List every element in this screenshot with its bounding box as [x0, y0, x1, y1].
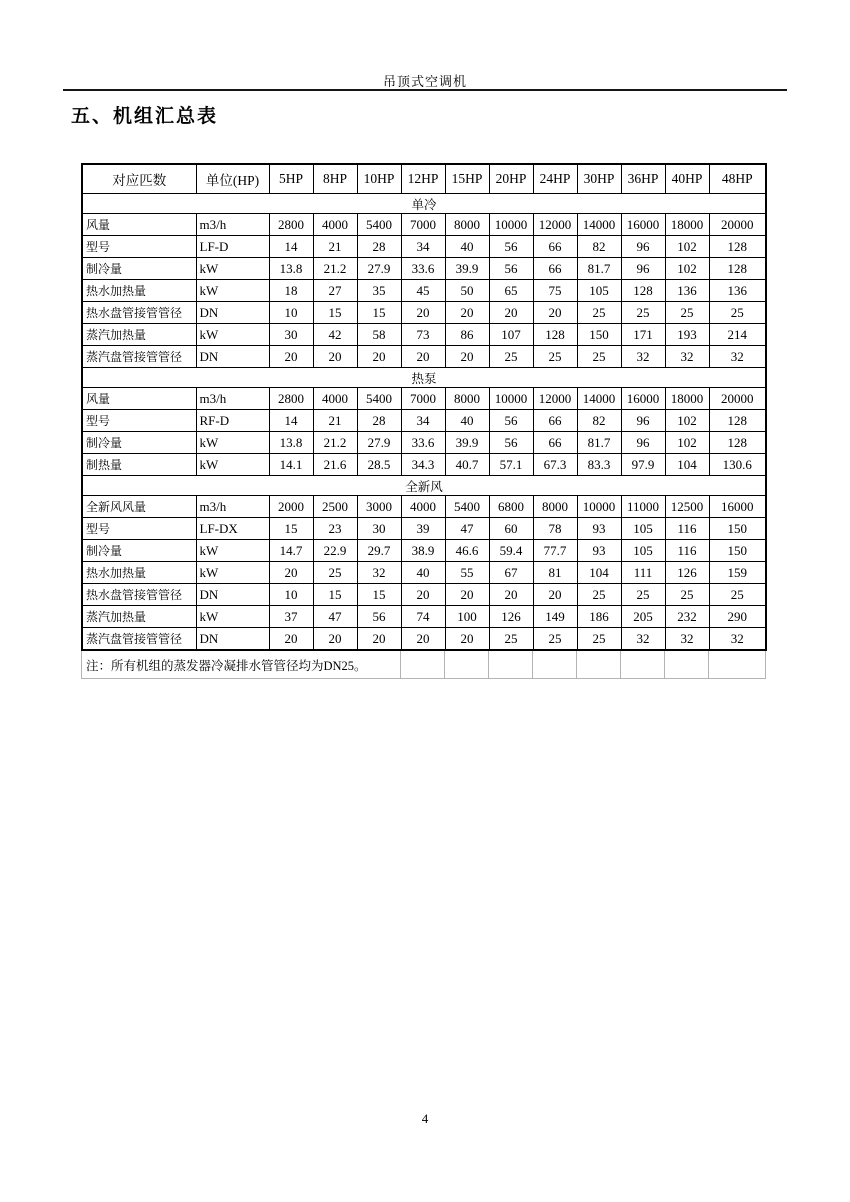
row-label: 热水加热量: [82, 280, 196, 302]
value-cell: 25: [489, 346, 533, 368]
table-row: [82, 236, 766, 258]
row-unit: m3/h: [196, 496, 269, 518]
value-cell: 29.7: [357, 540, 401, 562]
empty-cell: [709, 651, 766, 679]
value-cell: 20: [401, 584, 445, 606]
empty-cell: [445, 651, 489, 679]
value-cell: 23: [313, 518, 357, 540]
value-cell: 60: [489, 518, 533, 540]
value-cell: 81: [533, 562, 577, 584]
value-cell: 8000: [445, 214, 489, 236]
table-row: [82, 410, 766, 432]
value-cell: 28: [357, 410, 401, 432]
value-cell: 86: [445, 324, 489, 346]
value-cell: 25: [665, 584, 709, 606]
row-unit: LF-DX: [196, 518, 269, 540]
value-cell: 14000: [577, 214, 621, 236]
value-cell: 20: [269, 562, 313, 584]
value-cell: 20: [445, 584, 489, 606]
table-row: [82, 214, 766, 236]
value-cell: 149: [533, 606, 577, 628]
value-cell: 50: [445, 280, 489, 302]
row-label: 型号: [82, 236, 196, 258]
empty-cell: [401, 651, 445, 679]
value-cell: 105: [577, 280, 621, 302]
section-header: 单冷: [82, 194, 766, 214]
value-cell: 104: [577, 562, 621, 584]
value-cell: 25: [577, 628, 621, 651]
table-row: [82, 540, 766, 562]
value-cell: 59.4: [489, 540, 533, 562]
value-cell: 25: [489, 628, 533, 651]
row-unit: kW: [196, 432, 269, 454]
value-cell: 20: [313, 628, 357, 651]
row-label: 制热量: [82, 454, 196, 476]
value-cell: 107: [489, 324, 533, 346]
value-cell: 20: [533, 302, 577, 324]
table-row: [82, 346, 766, 368]
section-band-row: [82, 476, 766, 496]
value-cell: 4000: [401, 496, 445, 518]
value-cell: 21: [313, 236, 357, 258]
table-row: [82, 584, 766, 606]
value-cell: 105: [621, 540, 665, 562]
column-header: 对应匹数: [82, 164, 196, 194]
table-row: [82, 628, 766, 651]
value-cell: 100: [445, 606, 489, 628]
value-cell: 30: [269, 324, 313, 346]
row-label: 蒸汽盘管接管管径: [82, 346, 196, 368]
value-cell: 128: [709, 258, 766, 280]
row-unit: kW: [196, 606, 269, 628]
value-cell: 20: [533, 584, 577, 606]
value-cell: 34.3: [401, 454, 445, 476]
table-row: [82, 302, 766, 324]
value-cell: 136: [665, 280, 709, 302]
row-unit: RF-D: [196, 410, 269, 432]
value-cell: 45: [401, 280, 445, 302]
value-cell: 102: [665, 410, 709, 432]
value-cell: 14.1: [269, 454, 313, 476]
value-cell: 67: [489, 562, 533, 584]
value-cell: 32: [665, 628, 709, 651]
row-unit: kW: [196, 454, 269, 476]
table-wrap: [81, 163, 767, 679]
row-label: 蒸汽加热量: [82, 606, 196, 628]
value-cell: 25: [577, 346, 621, 368]
value-cell: 74: [401, 606, 445, 628]
value-cell: 15: [313, 584, 357, 606]
value-cell: 20: [357, 628, 401, 651]
value-cell: 32: [709, 346, 766, 368]
table-row: [82, 432, 766, 454]
table-note: 注：所有机组的蒸发器冷凝排水管管径均为DN25。: [82, 651, 401, 679]
value-cell: 35: [357, 280, 401, 302]
value-cell: 18000: [665, 214, 709, 236]
value-cell: 32: [709, 628, 766, 651]
value-cell: 34: [401, 236, 445, 258]
value-cell: 126: [665, 562, 709, 584]
value-cell: 126: [489, 606, 533, 628]
value-cell: 93: [577, 540, 621, 562]
value-cell: 232: [665, 606, 709, 628]
empty-cell: [533, 651, 577, 679]
value-cell: 105: [621, 518, 665, 540]
value-cell: 193: [665, 324, 709, 346]
note-table: [81, 651, 766, 679]
value-cell: 96: [621, 410, 665, 432]
value-cell: 128: [709, 432, 766, 454]
value-cell: 128: [533, 324, 577, 346]
value-cell: 130.6: [709, 454, 766, 476]
row-unit: DN: [196, 346, 269, 368]
value-cell: 82: [577, 236, 621, 258]
value-cell: 20: [445, 628, 489, 651]
value-cell: 47: [445, 518, 489, 540]
empty-cell: [489, 651, 533, 679]
value-cell: 159: [709, 562, 766, 584]
value-cell: 14000: [577, 388, 621, 410]
value-cell: 20: [269, 346, 313, 368]
empty-cell: [665, 651, 709, 679]
value-cell: 28.5: [357, 454, 401, 476]
value-cell: 13.8: [269, 432, 313, 454]
value-cell: 27.9: [357, 258, 401, 280]
value-cell: 77.7: [533, 540, 577, 562]
value-cell: 18: [269, 280, 313, 302]
column-header: 单位(HP): [196, 164, 269, 194]
row-label: 热水加热量: [82, 562, 196, 584]
row-label: 全新风风量: [82, 496, 196, 518]
column-header: 12HP: [401, 164, 445, 194]
value-cell: 20: [489, 584, 533, 606]
value-cell: 10000: [489, 214, 533, 236]
row-label: 热水盘管接管管径: [82, 302, 196, 324]
value-cell: 4000: [313, 388, 357, 410]
value-cell: 55: [445, 562, 489, 584]
value-cell: 78: [533, 518, 577, 540]
row-label: 热水盘管接管管径: [82, 584, 196, 606]
value-cell: 16000: [621, 388, 665, 410]
value-cell: 10000: [577, 496, 621, 518]
value-cell: 73: [401, 324, 445, 346]
row-label: 蒸汽盘管接管管径: [82, 628, 196, 651]
value-cell: 102: [665, 236, 709, 258]
value-cell: 2000: [269, 496, 313, 518]
value-cell: 32: [357, 562, 401, 584]
value-cell: 39: [401, 518, 445, 540]
value-cell: 97.9: [621, 454, 665, 476]
value-cell: 16000: [709, 496, 766, 518]
value-cell: 32: [621, 346, 665, 368]
value-cell: 116: [665, 518, 709, 540]
value-cell: 40.7: [445, 454, 489, 476]
value-cell: 128: [621, 280, 665, 302]
value-cell: 16000: [621, 214, 665, 236]
value-cell: 21.2: [313, 258, 357, 280]
value-cell: 20: [357, 346, 401, 368]
value-cell: 290: [709, 606, 766, 628]
value-cell: 46.6: [445, 540, 489, 562]
header-rule: [63, 89, 787, 91]
row-unit: m3/h: [196, 214, 269, 236]
value-cell: 65: [489, 280, 533, 302]
value-cell: 33.6: [401, 258, 445, 280]
column-header: 36HP: [621, 164, 665, 194]
value-cell: 25: [533, 346, 577, 368]
value-cell: 5400: [357, 388, 401, 410]
value-cell: 150: [709, 540, 766, 562]
value-cell: 20: [401, 628, 445, 651]
row-unit: DN: [196, 302, 269, 324]
table-row: [82, 280, 766, 302]
table-row: [82, 258, 766, 280]
empty-cell: [577, 651, 621, 679]
note-row: [82, 651, 766, 679]
row-unit: kW: [196, 562, 269, 584]
row-unit: DN: [196, 584, 269, 606]
value-cell: 20: [445, 346, 489, 368]
value-cell: 96: [621, 432, 665, 454]
value-cell: 33.6: [401, 432, 445, 454]
value-cell: 2500: [313, 496, 357, 518]
value-cell: 14.7: [269, 540, 313, 562]
column-header: 40HP: [665, 164, 709, 194]
value-cell: 28: [357, 236, 401, 258]
value-cell: 56: [357, 606, 401, 628]
value-cell: 40: [445, 236, 489, 258]
value-cell: 7000: [401, 214, 445, 236]
row-label: 制冷量: [82, 432, 196, 454]
value-cell: 150: [709, 518, 766, 540]
section-header: 热泵: [82, 368, 766, 388]
row-unit: kW: [196, 258, 269, 280]
column-header: 24HP: [533, 164, 577, 194]
value-cell: 20: [401, 302, 445, 324]
value-cell: 20000: [709, 388, 766, 410]
section-band-row: [82, 194, 766, 214]
value-cell: 96: [621, 258, 665, 280]
value-cell: 128: [709, 236, 766, 258]
column-header: 8HP: [313, 164, 357, 194]
value-cell: 66: [533, 236, 577, 258]
value-cell: 66: [533, 258, 577, 280]
table-header-row: [82, 164, 766, 194]
value-cell: 4000: [313, 214, 357, 236]
value-cell: 20: [269, 628, 313, 651]
value-cell: 12000: [533, 214, 577, 236]
value-cell: 15: [357, 302, 401, 324]
value-cell: 25: [313, 562, 357, 584]
value-cell: 22.9: [313, 540, 357, 562]
value-cell: 34: [401, 410, 445, 432]
value-cell: 10: [269, 584, 313, 606]
table-row: [82, 324, 766, 346]
row-label: 制冷量: [82, 540, 196, 562]
value-cell: 81.7: [577, 432, 621, 454]
value-cell: 14: [269, 236, 313, 258]
value-cell: 12500: [665, 496, 709, 518]
row-unit: DN: [196, 628, 269, 651]
value-cell: 47: [313, 606, 357, 628]
value-cell: 18000: [665, 388, 709, 410]
value-cell: 10: [269, 302, 313, 324]
value-cell: 186: [577, 606, 621, 628]
row-label: 型号: [82, 518, 196, 540]
table-row: [82, 496, 766, 518]
column-header: 15HP: [445, 164, 489, 194]
value-cell: 82: [577, 410, 621, 432]
value-cell: 25: [577, 584, 621, 606]
value-cell: 205: [621, 606, 665, 628]
table-row: [82, 562, 766, 584]
value-cell: 102: [665, 258, 709, 280]
value-cell: 67.3: [533, 454, 577, 476]
table-row: [82, 606, 766, 628]
value-cell: 32: [665, 346, 709, 368]
row-unit: LF-D: [196, 236, 269, 258]
value-cell: 30: [357, 518, 401, 540]
table-row: [82, 454, 766, 476]
value-cell: 6800: [489, 496, 533, 518]
column-header: 20HP: [489, 164, 533, 194]
value-cell: 20: [489, 302, 533, 324]
value-cell: 2800: [269, 214, 313, 236]
document-header: 吊顶式空调机: [382, 74, 467, 89]
value-cell: 15: [357, 584, 401, 606]
value-cell: 5400: [445, 496, 489, 518]
value-cell: 7000: [401, 388, 445, 410]
value-cell: 66: [533, 432, 577, 454]
value-cell: 25: [621, 584, 665, 606]
value-cell: 57.1: [489, 454, 533, 476]
row-unit: m3/h: [196, 388, 269, 410]
value-cell: 150: [577, 324, 621, 346]
section-band-row: [82, 368, 766, 388]
value-cell: 25: [621, 302, 665, 324]
row-unit: kW: [196, 324, 269, 346]
value-cell: 66: [533, 410, 577, 432]
value-cell: 40: [401, 562, 445, 584]
value-cell: 20: [445, 302, 489, 324]
value-cell: 56: [489, 236, 533, 258]
value-cell: 3000: [357, 496, 401, 518]
row-label: 蒸汽加热量: [82, 324, 196, 346]
column-header: 10HP: [357, 164, 401, 194]
value-cell: 32: [621, 628, 665, 651]
value-cell: 83.3: [577, 454, 621, 476]
value-cell: 11000: [621, 496, 665, 518]
row-label: 型号: [82, 410, 196, 432]
value-cell: 93: [577, 518, 621, 540]
value-cell: 10000: [489, 388, 533, 410]
value-cell: 2800: [269, 388, 313, 410]
value-cell: 20: [401, 346, 445, 368]
value-cell: 21.6: [313, 454, 357, 476]
value-cell: 15: [313, 302, 357, 324]
table-row: [82, 518, 766, 540]
value-cell: 96: [621, 236, 665, 258]
value-cell: 56: [489, 410, 533, 432]
value-cell: 75: [533, 280, 577, 302]
value-cell: 136: [709, 280, 766, 302]
row-label: 风量: [82, 388, 196, 410]
value-cell: 15: [269, 518, 313, 540]
empty-cell: [621, 651, 665, 679]
value-cell: 111: [621, 562, 665, 584]
value-cell: 20: [313, 346, 357, 368]
value-cell: 27: [313, 280, 357, 302]
value-cell: 81.7: [577, 258, 621, 280]
column-header: 30HP: [577, 164, 621, 194]
value-cell: 13.8: [269, 258, 313, 280]
value-cell: 8000: [533, 496, 577, 518]
page-number: 4: [421, 1111, 429, 1126]
value-cell: 12000: [533, 388, 577, 410]
value-cell: 25: [709, 584, 766, 606]
value-cell: 20000: [709, 214, 766, 236]
value-cell: 38.9: [401, 540, 445, 562]
row-label: 制冷量: [82, 258, 196, 280]
value-cell: 40: [445, 410, 489, 432]
value-cell: 25: [577, 302, 621, 324]
value-cell: 8000: [445, 388, 489, 410]
summary-table: [81, 163, 767, 651]
value-cell: 39.9: [445, 432, 489, 454]
value-cell: 58: [357, 324, 401, 346]
table-row: [82, 388, 766, 410]
value-cell: 25: [533, 628, 577, 651]
value-cell: 171: [621, 324, 665, 346]
column-header: 5HP: [269, 164, 313, 194]
value-cell: 27.9: [357, 432, 401, 454]
row-label: 风量: [82, 214, 196, 236]
value-cell: 14: [269, 410, 313, 432]
value-cell: 37: [269, 606, 313, 628]
value-cell: 128: [709, 410, 766, 432]
value-cell: 214: [709, 324, 766, 346]
value-cell: 56: [489, 432, 533, 454]
value-cell: 25: [665, 302, 709, 324]
value-cell: 104: [665, 454, 709, 476]
value-cell: 42: [313, 324, 357, 346]
section-header: 全新风: [82, 476, 766, 496]
page-title: 五、机组汇总表: [71, 106, 219, 127]
value-cell: 21.2: [313, 432, 357, 454]
column-header: 48HP: [709, 164, 766, 194]
value-cell: 56: [489, 258, 533, 280]
value-cell: 116: [665, 540, 709, 562]
row-unit: kW: [196, 280, 269, 302]
value-cell: 5400: [357, 214, 401, 236]
value-cell: 21: [313, 410, 357, 432]
value-cell: 39.9: [445, 258, 489, 280]
row-unit: kW: [196, 540, 269, 562]
value-cell: 25: [709, 302, 766, 324]
value-cell: 102: [665, 432, 709, 454]
